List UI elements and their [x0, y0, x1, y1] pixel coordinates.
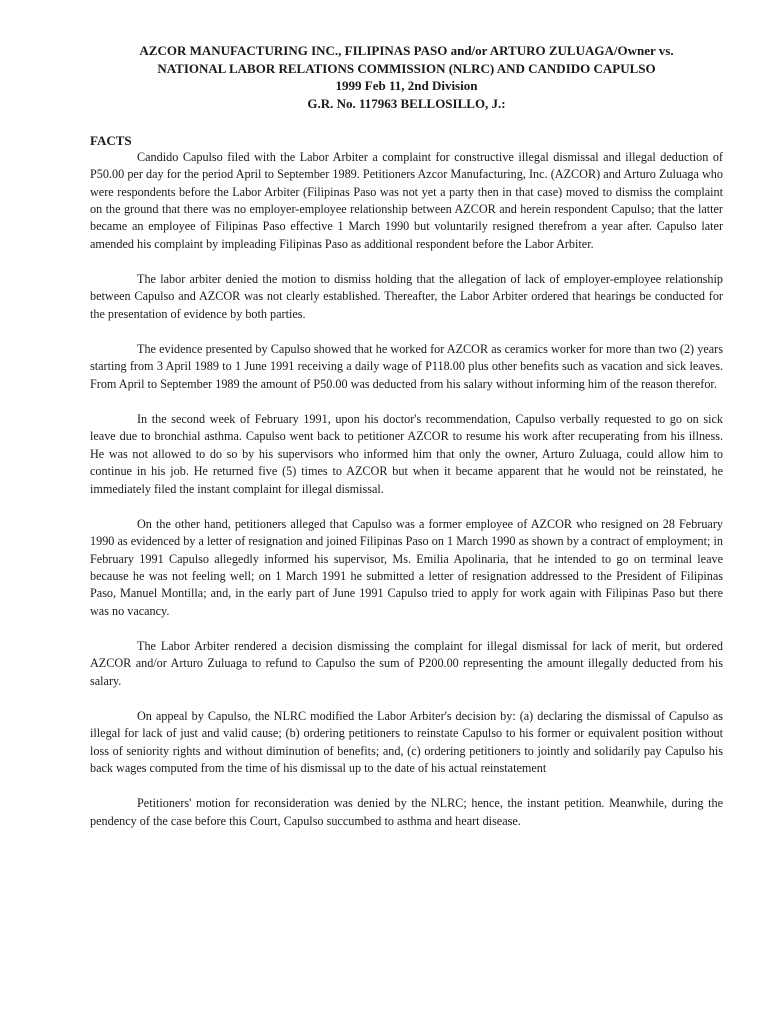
case-header — [90, 42, 723, 112]
paragraph: On the other hand, petitioners alleged that Capulso was a former employee of AZCOR who resigned on 28 February 1990 as evidenced by a letter of resignation and joined Filipinas Paso on 1 March 1990 as shown by a contract of employment; in February 1991 Capulso allegedly informed his supervisor, Ms. Emilia Apolinaria, that he intended to go on terminal leave because he was not feeling well; on 1 March 1991 he submitted a letter of resignation addressed to the President of Filipinas Paso, Manuel Montilla; and, in the early part of June 1991 Capulso tried to apply for work again with Filipinas Paso but there was no vacancy. — [90, 516, 723, 618]
paragraph: Candido Capulso filed with the Labor Arbiter a complaint for constructive illegal dismissal and illegal deduction of P50.00 per day for the period April to September 1989. Petitioners Azcor Manufacturing, Inc. (AZCOR) and Arturo Zuluaga who were respondents before the Labor Arbiter (Filipinas Paso was not yet a party then in that case) moved to dismiss the complaint on the ground that there was no employer-employee relationship between AZCOR and herein respondent Capulso; that the latter became an employee of Filipinas Paso effective 1 March 1990 but voluntarily resigned therefrom a year after. Capulso later amended his complaint by impleading Filipinas Paso as additional respondent before the Labor Arbiter. — [90, 150, 723, 251]
paragraph: In the second week of February 1991, upon his doctor's recommendation, Capulso verbally requested to go on sick leave due to bronchial asthma. Capulso went back to petitioner AZCOR to resume his work after recuperating from his illness. He was not allowed to do so by his supervisors who informed him that only the owner, Arturo Zuluaga, could allow him to continue in his job. He returned five (5) times to AZCOR but when it became apparent that he would not be reinstated, he immediately filed the instant complaint for illegal dismissal. — [90, 412, 723, 496]
paragraph: On appeal by Capulso, the NLRC modified the Labor Arbiter's decision by: (a) declaring the dismissal of Capulso as illegal for lack of just and valid cause; (b) ordering petitioners to reinstate Capulso to his former or equivalent position without loss of seniority rights and without diminution of benefits; and, (c) ordering petitioners to jointly and solidarily pay Capulso his back wages computed from the time of his dismissal up to the date of his actual reinstatement — [90, 708, 723, 775]
paragraph: Petitioners' motion for reconsideration was denied by the NLRC; hence, the instant petition. Meanwhile, during the pendency of the case before this Court, Capulso succumbed to asthma and heart disease. — [90, 796, 723, 828]
paragraph: The evidence presented by Capulso showed that he worked for AZCOR as ceramics worker for more than two (2) years starting from 3 April 1989 to 1 June 1991 receiving a daily wage of P118.00 plus other benefits such as vacation and sick leaves. From April to September 1989 the amount of P50.00 was deducted from his salary without informing him of the reason therefor. — [90, 342, 723, 391]
case-number-ponente: G.R. No. 117963 BELLOSILLO, J.: — [307, 95, 506, 111]
paragraph: The Labor Arbiter rendered a decision dismissing the complaint for illegal dismissal for lack of merit, but ordered AZCOR and/or Arturo Zuluaga to refund to Capulso the sum of P200.00 representing the amount illegally deducted from his salary. — [90, 638, 723, 688]
case-title-line-2: NATIONAL LABOR RELATIONS COMMISSION (NLRC) AND CANDIDO CAPULSO — [157, 60, 656, 76]
document-page — [90, 42, 723, 830]
section-title-facts: FACTS — [90, 133, 132, 148]
case-title-line-1: AZCOR MANUFACTURING INC., FILIPINAS PASO and/or ARTURO ZULUAGA/Owner vs. — [139, 43, 674, 58]
case-date-division: 1999 Feb 11, 2nd Division — [335, 78, 478, 93]
paragraph: The labor arbiter denied the motion to dismiss holding that the allegation of lack of employer-employee relationship between Capulso and AZCOR was not clearly established. Thereafter, the Labor Arbiter ordered that hearings be conducted for the presentation of evidence by both parties. — [90, 272, 723, 321]
facts-body — [90, 149, 723, 830]
